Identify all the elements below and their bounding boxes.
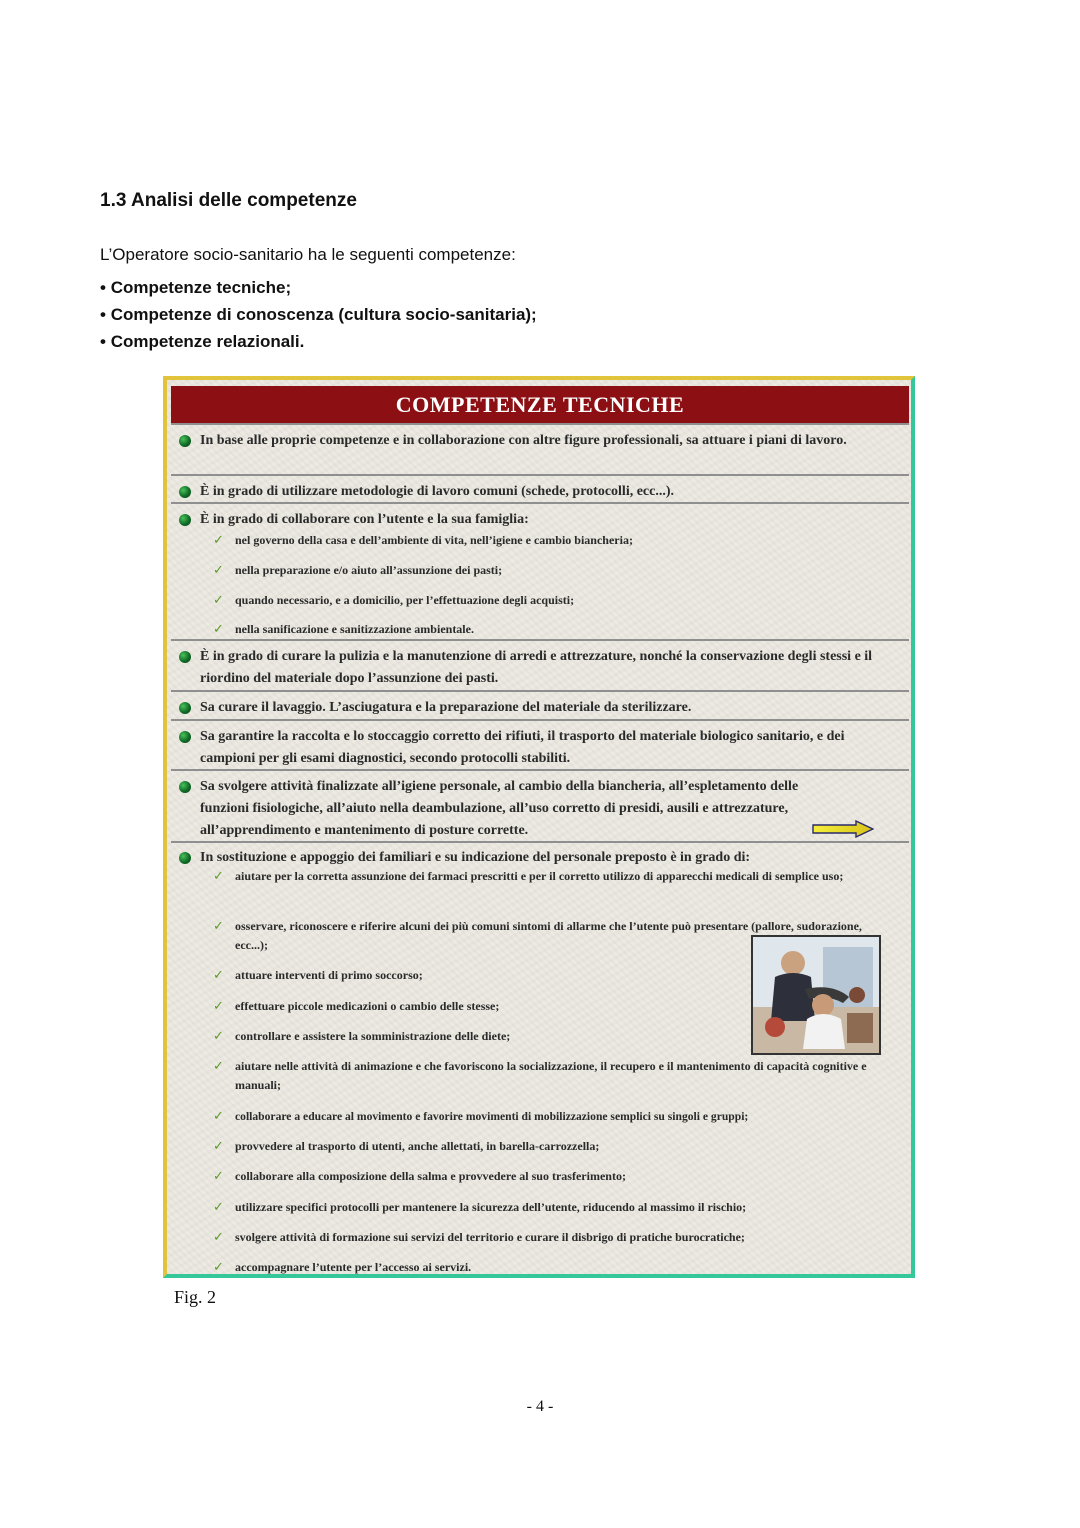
bullet-dot-icon	[179, 486, 191, 498]
table-row	[171, 719, 909, 769]
check-icon: ✓	[213, 533, 224, 548]
check-icon: ✓	[213, 999, 224, 1014]
check-icon: ✓	[213, 1230, 224, 1245]
check-icon: ✓	[213, 1260, 224, 1275]
check-icon: ✓	[213, 1059, 224, 1074]
check-icon: ✓	[213, 1139, 224, 1154]
table-row	[171, 423, 909, 474]
section-title: 1.3 Analisi delle competenze	[100, 190, 357, 211]
caregiver-photo	[751, 935, 881, 1055]
check-icon: ✓	[213, 1200, 224, 1215]
bullet-dot-icon	[179, 435, 191, 447]
check-icon: ✓	[213, 563, 224, 578]
check-icon: ✓	[213, 593, 224, 608]
check-icon: ✓	[213, 622, 224, 637]
table-row	[171, 769, 909, 841]
check-icon: ✓	[213, 919, 224, 934]
figure-header: COMPETENZE TECNICHE	[171, 386, 909, 423]
check-icon: ✓	[213, 1029, 224, 1044]
row-text: In base alle proprie competenze e in collaborazione con altre figure professionali, sa attuare i piani di lavoro.	[200, 433, 847, 448]
competence-item: • Competenze tecniche;	[100, 274, 537, 301]
table-row: In sostituzione e appoggio dei familiari e su indicazione del personale preposto è in grado di: ✓ aiutare per la corretta assunzione dei farmaci prescritti e per il corretto utilizzo di apparecchi medicali di semplice uso; ✓ osservare, riconoscere e riferire alcuni dei più comuni sintomi di allarme che l’utente può presentare (pallore, sudorazione, ecc...); ✓ attuare interventi di primo soccorso; ✓ effettuare piccole medicazioni o cambio delle stesse; ✓ controllare e assistere la somministrazione delle diete; ✓ aiutare nelle attività di animazione e che favoriscono la socializzazione, il recupero e il mantenimento di capacità cognitive e manuali; ✓ collaborare a educare al movimento e favorire movimenti di mobilizzazione semplici su singoli e gruppi; ✓ provvedere al trasporto di utenti, anche allettati, in barella-carrozzella; ✓ collaborare alla composizione della salma e provvedere al suo trasferimento; ✓ utilizzare specifici protocolli per mantenere la sicurezza dell’utente, riducendo al massimo il rischio; ✓ svolgere attività di formazione sui servizi del territorio e curare il disbrigo di pratiche burocratiche; ✓ accompagnare l’utente per l’accesso ai servizi.	[171, 841, 909, 1274]
table-row	[171, 639, 909, 690]
bullet-dot-icon	[179, 702, 191, 714]
check-icon: ✓	[213, 1169, 224, 1184]
figure-caption: Fig. 2	[174, 1287, 217, 1307]
table-row	[171, 474, 909, 502]
table-row: È in grado di collaborare con l’utente e la sua famiglia: ✓ nel governo della casa e dell’ambiente di vita, nell’igiene e cambio biancheria; ✓ nella preparazione e/o aiuto all’assunzione dei pasti; ✓ quando necessario, e a domicilio, per l’effettuazione degli acquisti; ✓ nella sanificazione e sanitizzazione ambientale.	[171, 502, 909, 639]
row-text: È in grado di curare la pulizia e la manutenzione di arredi e attrezzature, nonché la conservazione degli stessi e il riordino del materiale dopo l’assunzione dei pasti.	[200, 649, 873, 686]
intro-text: L’Operatore socio-sanitario ha le seguenti competenze:	[100, 245, 516, 264]
row-text: In sostituzione e appoggio dei familiari e su indicazione del personale preposto è in grado di:	[200, 850, 751, 865]
row-text: Sa garantire la raccolta e lo stoccaggio corretto dei rifiuti, il trasporto del materiale biologico sanitario, e dei campioni per gli esami diagnostici, secondo protocolli stabiliti.	[200, 729, 845, 766]
page-number: - 4 -	[526, 1398, 554, 1415]
row-text: È in grado di collaborare con l’utente e la sua famiglia:	[200, 512, 529, 527]
check-icon: ✓	[213, 1109, 224, 1124]
check-icon: ✓	[213, 869, 224, 884]
row-text: Sa svolgere attività finalizzate all’igiene personale, al cambio della biancheria, all’espletamento delle funzioni fisiologiche, all’aiuto nella deambulazione, all’uso corretto di presidi, ausili e attrezzature, all’apprendimento e mantenimento di posture corrette.	[200, 779, 799, 838]
competence-item: • Competenze relazionali.	[100, 328, 537, 355]
bullet-dot-icon	[179, 514, 191, 526]
arrow-right-icon	[812, 820, 874, 838]
bullet-dot-icon	[179, 781, 191, 793]
competence-item: • Competenze di conoscenza (cultura socio-sanitaria);	[100, 301, 537, 328]
row-text: Sa curare il lavaggio. L’asciugatura e la preparazione del materiale da sterilizzare.	[200, 700, 692, 715]
table-row	[171, 690, 909, 719]
bullet-dot-icon	[179, 852, 191, 864]
row-text: È in grado di utilizzare metodologie di lavoro comuni (schede, protocolli, ecc...).	[200, 484, 675, 499]
bullet-dot-icon	[179, 651, 191, 663]
check-icon: ✓	[213, 968, 224, 983]
bullet-dot-icon	[179, 731, 191, 743]
competenze-tecniche-figure	[163, 376, 915, 1278]
competence-list	[100, 274, 537, 355]
